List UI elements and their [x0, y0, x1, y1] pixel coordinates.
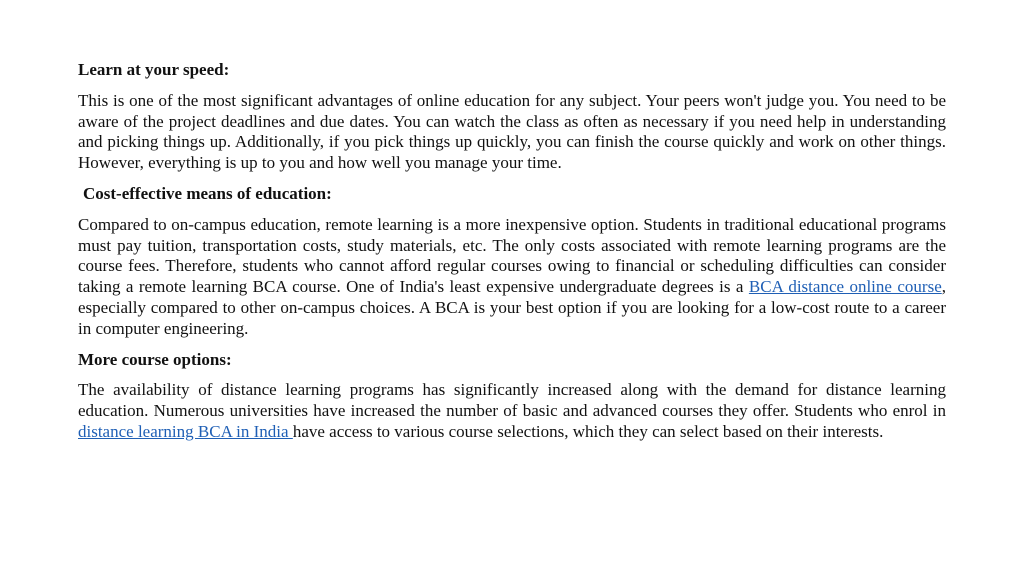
distance-learning-bca-india-link[interactable]: distance learning BCA in India	[78, 421, 293, 441]
document-body	[78, 60, 946, 453]
heading-cost-effective: Cost-effective means of education:	[83, 183, 332, 203]
paragraph-text: have access to various course selections, which they can select based on their interests.	[292, 421, 884, 441]
paragraph-more-course-options	[78, 380, 946, 442]
paragraph-cost-effective	[78, 215, 946, 340]
paragraph-learn-at-your-speed: This is one of the most significant advantages of online education for any subject. Your peers won't judge you. You need to be aware of the project deadlines and due dates. You can watch the class as often as necessary if you need help in understanding and picking things up. Additionally, if you pick things up quickly, you can finish the course quickly and work on other things. However, everything is up to you and how well you manage your time.	[78, 90, 946, 173]
bca-distance-online-course-link[interactable]: BCA distance online course	[748, 277, 942, 297]
paragraph-text: The availability of distance learning programs has significantly increased along with the demand for distance learning education. Numerous universities have increased the number of basic and advanced courses they offer. Students who enrol in	[78, 380, 946, 421]
paragraph-text: , especially compared to other on-campus choices. A BCA is your best option if you are looking for a low-cost route to a career in computer engineering.	[78, 277, 946, 338]
heading-more-course-options: More course options:	[78, 349, 232, 369]
heading-learn-at-your-speed: Learn at your speed:	[78, 60, 230, 79]
paragraph-text: Compared to on-campus education, remote learning is a more inexpensive option. Students in traditional educational programs must pay tuition, transportation costs, study materials, etc. The only costs associated with remote learning programs are the course fees. Therefore, students who cannot afford regular courses owing to financial or scheduling difficulties can consider taking a remote learning BCA course. One of India's least expensive undergraduate degrees is a	[78, 214, 946, 297]
